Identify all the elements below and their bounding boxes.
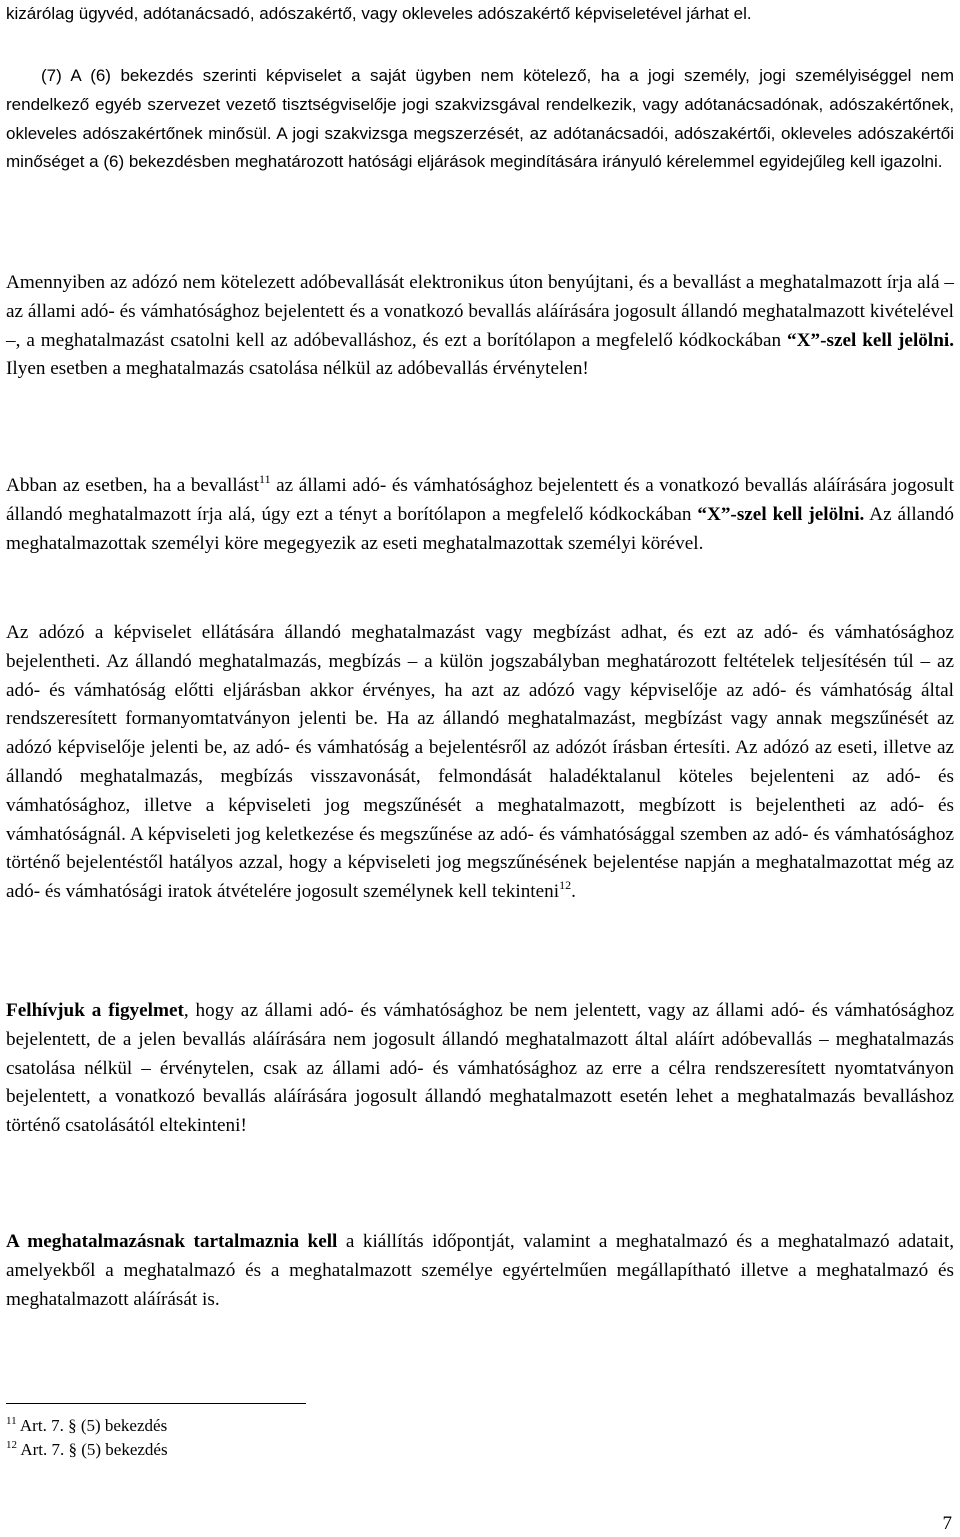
paragraph-text [6, 1228, 954, 1314]
paragraph-span: Amennyiben az adózó nem kötelezett adóbevallását elektronikus úton benyújtani, és a bevallást a meghatalmazott írja alá – az állami adó- és vámhatósághoz bejelentett és a vonatkozó bevallás aláírására jogosult állandó meghatalmazott kivételével –, a meghatalmazást csatolni kell az adóbevalláshoz, és ezt a borítólapon a megfelelő kódkockában [6, 272, 954, 351]
paragraph-text [6, 619, 954, 907]
emphasis-text: Felhívjuk a figyelmet [6, 1000, 184, 1021]
paragraph-amennyiben [6, 269, 954, 384]
paragraph-text [6, 472, 954, 558]
paragraph-span: Az adózó a képviselet ellátására állandó meghatalmazást vagy megbízást adhat, és ezt az adó- és vámhatósághoz bejelentheti. Az állandó meghatalmazás, megbízás – a külön jogszabályban meghatározott feltételek teljesítésén túl – az adó- és vámhatóság előtti eljárásban akkor érvényes, ha azt az adózó vagy képviselője az adó- és vámhatóság által rendszeresített formanyomtatványon jelenti be. Ha az állandó meghatalmazást, megbízást vagy annak megszűnését az adózó képviselője jelenti be, az adó- és vámhatóság a bejelentésről az adózót írásban értesíti. Az adózó az eseti, illetve az állandó meghatalmazás, megbízás visszavonását, felmondását haladéktalanul köteles bejelenteni az adó- és vámhatósághoz, illetve a képviseleti jog megszűnését a meghatalmazott, megbízott is bejelentheti az adó- és vámhatóságnál. A képviseleti jog keletkezése és megszűnése az adó- és vámhatósággal szemben az adó- és vámhatósághoz történő bejelentéstől hatályos azzal, hogy a képviseleti jog megszűnésének bejelentése napján a meghatalmazottat még az adó- és vámhatósági iratok átvételére jogosult személynek kell tekinteni [6, 622, 954, 903]
paragraph-felhivjuk [6, 997, 954, 1141]
emphasis-text: A meghatalmazásnak tartalmaznia kell [6, 1231, 338, 1252]
paragraph-meghatalmazas [6, 1228, 954, 1314]
paragraph-text [6, 62, 954, 177]
footnote-item [6, 1414, 606, 1438]
paragraph-text [6, 997, 954, 1141]
paragraph-span: (7) A (6) bekezdés szerinti képviselet a saját ügyben nem kötelező, ha a jogi személy, jogi személyiséggel nem rendelkező egyéb szervezet vezető tisztségviselője jogi szakvizsgával rendelkezik, vagy adótanácsadónak, adószakértőnek, okleveles adószakértőnek minősül. [6, 66, 954, 143]
paragraph-text: kizárólag ügyvéd, adótanácsadó, adószakértő, vagy okleveles adószakértő képviseletével járhat el. [6, 4, 752, 23]
paragraph-continuation [6, 0, 954, 29]
paragraph-span: az állami adó- és vámhatósághoz bejelentett és a vonatkozó bevallás aláírására jogosult állandó meghatalmazott írja alá, úgy ezt a tényt a borítólapon a megfelelő kódkockában [6, 475, 955, 525]
emphasis-text: “X”-szel kell jelölni. [697, 503, 865, 525]
paragraph-text [6, 269, 954, 384]
footnote-divider [6, 1403, 306, 1404]
paragraph-7 [6, 62, 954, 177]
paragraph-kepviselet [6, 619, 954, 907]
paragraph-abban [6, 472, 954, 558]
footnote-ref: 11 [259, 472, 271, 486]
footnote-number: 12 [6, 1439, 17, 1451]
footnote-text: Art. 7. § (5) bekezdés [20, 1440, 168, 1459]
paragraph-span: Abban az esetben, ha a bevallást [6, 475, 260, 496]
footnote-item [6, 1438, 606, 1462]
emphasis-text: “X”-szel kell jelölni. [787, 329, 954, 351]
footnote-text: Art. 7. § (5) bekezdés [19, 1416, 168, 1435]
footnote-ref: 12 [559, 878, 572, 893]
paragraph-span: A jogi szakvizsga megszerzését, az adótanácsadói, adószakértői, okleveles adószakértői minőséget a (6) bekezdésben meghatározott hatósági eljárások megindítására irányuló kérelemmel egyidejűleg kell igazolni. [6, 123, 954, 172]
footnote-number: 11 [6, 1415, 17, 1427]
paragraph-span: Az állandó meghatalmazottak személyi köre megegyezik az eseti meghatalmazottak személyi körével. [6, 503, 954, 554]
paragraph-span: , hogy az állami adó- és vámhatósághoz be nem jelentett, vagy az állami adó- és vámhatósághoz bejelentett, de a jelen bevallás aláírására nem jogosult állandó meghatalmazott által aláírt adóbevallás – meghatalmazás csatolása nélkül – érvénytelen, csak az állami adó- és vámhatósághoz az erre a célra rendszeresített nyomtatványon bejelentett, a vonatkozó bevallás aláírására jogosult állandó meghatalmazott esetén lehet a meghatalmazás bevalláshoz történő csatolásától eltekinteni! [6, 1000, 955, 1137]
footnotes [6, 1414, 606, 1462]
paragraph-span: . [571, 881, 576, 903]
paragraph-span: Ilyen esetben a meghatalmazás csatolása nélkül az adóbevallás érvénytelen! [6, 358, 589, 380]
page-number: 7 [942, 1513, 952, 1534]
paragraph-span: a kiállítás időpontját, valamint a meghatalmazó és a meghatalmazó adatait, amelyekből a meghatalmazó és a meghatalmazott személye egyértelműen megállapítható illetve a meghatalmazó és meghatalmazott aláírását is. [6, 1231, 954, 1310]
